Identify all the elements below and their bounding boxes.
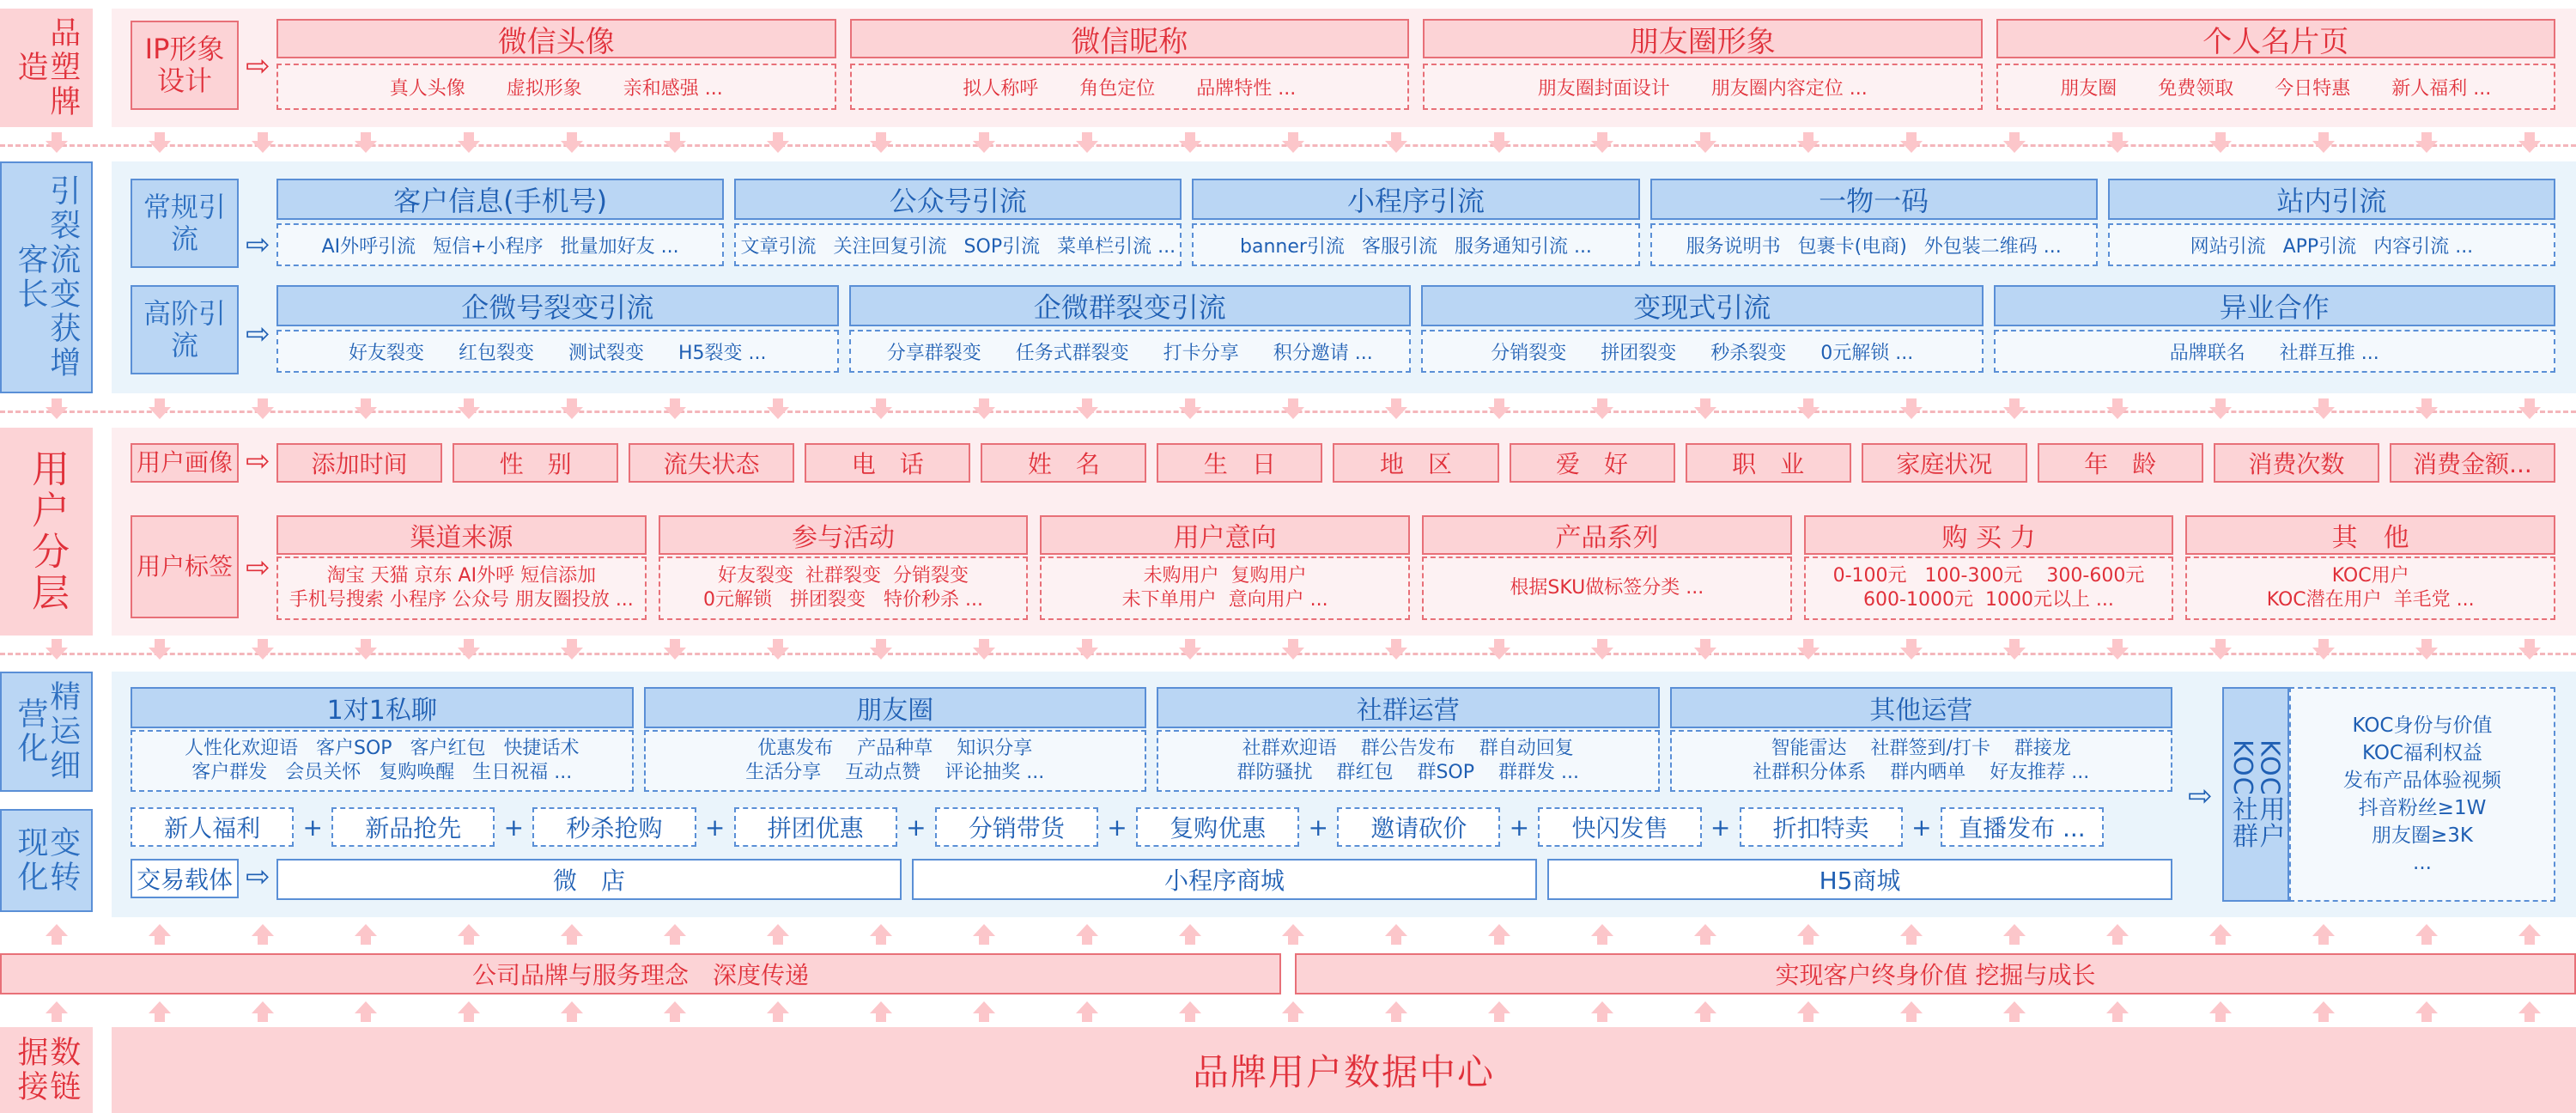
arrow-down-icon: [1694, 398, 1716, 421]
koc-title-box: [2222, 687, 2289, 902]
arrow-down-icon: [2209, 132, 2232, 155]
arrow-down-icon: [2415, 639, 2438, 661]
arrow-down-icon: [2312, 398, 2335, 421]
arrow-down-icon: [2209, 398, 2232, 421]
arrow-up-icon: [1282, 1001, 1304, 1024]
group-item: 批量加好友 ...: [560, 235, 679, 258]
group-header: 异业合作: [1994, 285, 2556, 326]
ip-design-label: IP形象设计: [131, 21, 239, 110]
arrow-up-icon: [664, 924, 686, 946]
arrow-down-icon: [1900, 132, 1923, 155]
persona-item: 家庭状况: [1862, 443, 2027, 483]
trade-item: 微 店: [276, 859, 902, 900]
group-items: [2108, 223, 2555, 266]
arrow-down-icon: [561, 132, 583, 155]
tag-group-header: 产品系列: [1422, 515, 1792, 555]
tag-group-header: 用户意向: [1040, 515, 1410, 555]
group-items: [276, 223, 724, 266]
group-item: 品牌联名: [2169, 342, 2245, 364]
tag-group-items: [276, 556, 647, 620]
group-items: [850, 64, 1410, 110]
tag-line: 根据SKU做标签分类 ...: [1510, 577, 1704, 599]
arrow-down-icon: [2415, 398, 2438, 421]
promo-item: 拼团优惠: [734, 807, 897, 847]
plus-icon: +: [1911, 812, 1932, 842]
arrow-right-icon: ⇨: [246, 860, 270, 894]
arrow-down-icon: [2003, 639, 2026, 661]
arrow-down-icon: [1488, 132, 1510, 155]
arrow-down-icon: [252, 132, 274, 155]
persona-item: 地 区: [1333, 443, 1498, 483]
arrow-down-icon: [1076, 132, 1098, 155]
section-data-label: 数链据接: [0, 1027, 93, 1113]
arrow-down-icon: [1488, 398, 1510, 421]
ops-line: 人性化欢迎语 客户SOP 客户红包 快捷话术: [185, 738, 580, 759]
tag-group-items: [2185, 556, 2555, 620]
arrow-down-icon: [2312, 132, 2335, 155]
tag-group-header: 参与活动: [659, 515, 1029, 555]
arrow-up-icon: [458, 924, 480, 946]
group-items: [1192, 223, 1639, 266]
arrow-down-icon: [1179, 132, 1201, 155]
group-header: 微信昵称: [850, 19, 1410, 58]
arrow-down-icon: [1797, 132, 1820, 155]
tag-group-items: [1422, 556, 1792, 620]
arrow-down-icon: [973, 398, 995, 421]
promo-item: 直播发布 ...: [1941, 807, 2104, 847]
arrow-down-icon: [1282, 639, 1304, 661]
arrow-up-icon: [1797, 924, 1820, 946]
arrow-up-icon: [1694, 1001, 1716, 1024]
trade-item: 小程序商城: [912, 859, 1537, 900]
group-item: 好友裂变: [348, 342, 424, 364]
persona-item: 生 日: [1157, 443, 1322, 483]
group-item: 关注回复引流: [833, 235, 947, 258]
arrow-down-icon: [1797, 398, 1820, 421]
ops-group-header: 朋友圈: [644, 687, 1147, 728]
arrow-down-icon: [767, 639, 789, 661]
arrow-up-icon: [1385, 924, 1407, 946]
group-item: 秒杀裂变: [1710, 342, 1787, 364]
arrow-down-icon: [2106, 132, 2129, 155]
section-layer-label: 用户分层: [0, 428, 93, 636]
group-item: 分享群裂变: [886, 342, 981, 364]
plus-icon: +: [1710, 812, 1731, 842]
arrow-right-icon: ⇨: [2188, 779, 2213, 813]
arrow-down-icon: [1385, 398, 1407, 421]
tag-line: 未购用户 复购用户: [1143, 565, 1307, 587]
tag-group-items: [1804, 556, 2174, 620]
group-item: banner引流: [1240, 235, 1345, 258]
group-header: 朋友圈形象: [1423, 19, 1983, 58]
group-item: 社群互推 ...: [2279, 342, 2379, 364]
arrow-down-icon: [2106, 639, 2129, 661]
arrow-down-icon: [1591, 132, 1613, 155]
group-items: [276, 64, 836, 110]
persona-item: 职 业: [1686, 443, 1851, 483]
group-item: 品牌特性 ...: [1196, 77, 1297, 100]
arrow-down-icon: [2003, 398, 2026, 421]
arrow-up-icon: [767, 1001, 789, 1024]
persona-item: 爱 好: [1510, 443, 1675, 483]
koc-line: KOC身份与价值: [2352, 715, 2493, 737]
arrow-up-icon: [2003, 1001, 2026, 1024]
group-header: 小程序引流: [1192, 179, 1639, 220]
arrow-down-icon: [1591, 398, 1613, 421]
arrow-down-icon: [149, 398, 171, 421]
persona-item: 消费次数: [2214, 443, 2379, 483]
arrow-up-icon: [664, 1001, 686, 1024]
arrow-up-icon: [1385, 1001, 1407, 1024]
arrow-right-icon: ⇨: [246, 444, 270, 478]
arrow-up-icon: [973, 924, 995, 946]
arrow-down-icon: [1694, 132, 1716, 155]
regular-traffic-label: 常规引流: [131, 179, 239, 268]
group-item: 菜单栏引流 ...: [1057, 235, 1176, 258]
arrow-down-icon: [1179, 639, 1201, 661]
arrow-down-icon: [664, 639, 686, 661]
group-item: 朋友圈封面设计: [1537, 77, 1670, 100]
arrow-down-icon: [355, 132, 377, 155]
group-items: [276, 330, 839, 373]
arrow-down-icon: [2003, 132, 2026, 155]
tag-line: 600-1000元 1000元以上 ...: [1863, 589, 2114, 611]
arrow-right-icon: ⇨: [246, 49, 270, 83]
arrow-up-icon: [1076, 924, 1098, 946]
arrow-down-icon: [1591, 639, 1613, 661]
group-header: 一物一码: [1650, 179, 2098, 220]
group-header: 变现式引流: [1421, 285, 1984, 326]
arrow-down-icon: [1900, 639, 1923, 661]
arrow-up-icon: [1694, 924, 1716, 946]
arrow-up-icon: [2518, 924, 2541, 946]
koc-line: 发布产品体验视频: [2343, 769, 2501, 792]
arrow-down-icon: [2415, 132, 2438, 155]
group-item: 分销裂变: [1491, 342, 1567, 364]
plus-icon: +: [704, 812, 726, 842]
trade-carrier-label: 交易载体: [131, 859, 239, 898]
persona-item: 电 话: [805, 443, 970, 483]
tag-line: 好友裂变 社群裂变 分销裂变: [717, 565, 969, 587]
arrow-down-icon: [355, 639, 377, 661]
arrow-up-icon: [2312, 924, 2335, 946]
arrow-up-icon: [46, 924, 68, 946]
ops-line: 生活分享 互动点赞 评论抽奖 ...: [745, 762, 1045, 783]
group-items: [849, 330, 1412, 373]
group-item: AI外呼引流: [321, 235, 416, 258]
group-item: 拟人称呼: [963, 77, 1039, 100]
arrow-down-icon: [458, 132, 480, 155]
plus-icon: +: [1509, 812, 1530, 842]
section-brand-label: 品塑牌造: [0, 9, 93, 127]
persona-item: 姓 名: [981, 443, 1146, 483]
bottom-banner-left: 公司品牌与服务理念 深度传递: [0, 953, 1281, 994]
group-item: 真人头像: [389, 77, 465, 100]
arrow-up-icon: [458, 1001, 480, 1024]
tag-group-header: 购 买 力: [1804, 515, 2174, 555]
group-item: 免费领取: [2158, 77, 2234, 100]
arrow-right-icon: ⇨: [246, 317, 270, 351]
arrow-down-icon: [149, 639, 171, 661]
promo-item: 秒杀抢购: [532, 807, 696, 847]
arrow-right-icon: ⇨: [246, 550, 270, 585]
persona-item: 性 别: [453, 443, 618, 483]
group-item: 服务说明书: [1686, 235, 1781, 258]
group-header: 企微群裂变引流: [849, 285, 1412, 326]
arrow-up-icon: [1488, 924, 1510, 946]
arrow-down-icon: [561, 398, 583, 421]
arrow-up-icon: [46, 1001, 68, 1024]
persona-item: 添加时间: [276, 443, 442, 483]
koc-detail-box: [2289, 687, 2555, 902]
group-header: 个人名片页: [1996, 19, 2556, 58]
arrow-up-icon: [2312, 1001, 2335, 1024]
promo-item: 复购优惠: [1136, 807, 1299, 847]
arrow-down-icon: [1076, 398, 1098, 421]
tag-line: 0-100元 100-300元 300-600元: [1832, 565, 2145, 587]
arrow-down-icon: [1282, 398, 1304, 421]
arrow-up-icon: [2106, 924, 2129, 946]
arrow-up-icon: [252, 924, 274, 946]
group-item: 内容引流 ...: [2373, 235, 2474, 258]
group-item: 朋友圈: [2060, 77, 2117, 100]
persona-item: 年 龄: [2038, 443, 2203, 483]
arrow-down-icon: [870, 132, 892, 155]
arrow-down-icon: [1488, 639, 1510, 661]
arrow-down-icon: [1179, 398, 1201, 421]
ops-group-header: 其他运营: [1670, 687, 2173, 728]
group-item: 今日特惠: [2275, 77, 2351, 100]
trade-item: H5商城: [1547, 859, 2172, 900]
arrow-down-icon: [2518, 639, 2541, 661]
group-item: 拼团裂变: [1601, 342, 1677, 364]
plus-icon: +: [503, 812, 525, 842]
tag-line: 淘宝 天猫 京东 AI外呼 短信添加: [326, 565, 597, 587]
group-header: 客户信息(手机号): [276, 179, 724, 220]
arrow-right-icon: ⇨: [246, 228, 270, 262]
group-items: [1423, 64, 1983, 110]
tag-group-header: 其 他: [2185, 515, 2555, 555]
tag-line: 未下单用户 意向用户 ...: [1121, 589, 1328, 611]
arrow-down-icon: [355, 398, 377, 421]
arrow-down-icon: [252, 398, 274, 421]
arrow-down-icon: [1900, 398, 1923, 421]
group-header: 站内引流: [2108, 179, 2555, 220]
group-item: 服务通知引流 ...: [1454, 235, 1592, 258]
group-item: 亲和感强 ...: [623, 77, 723, 100]
arrow-up-icon: [1900, 924, 1923, 946]
arrow-up-icon: [355, 1001, 377, 1024]
group-items: [1994, 330, 2556, 373]
arrow-up-icon: [2106, 1001, 2129, 1024]
arrow-up-icon: [2415, 1001, 2438, 1024]
ops-line: 智能雷达 社群签到/打卡 群接龙: [1771, 738, 2071, 759]
bottom-banner-right: 实现客户终身价值 挖掘与成长: [1295, 953, 2576, 994]
arrow-down-icon: [46, 639, 68, 661]
arrow-up-icon: [355, 924, 377, 946]
arrow-down-icon: [1797, 639, 1820, 661]
plus-icon: +: [906, 812, 927, 842]
arrow-down-icon: [1694, 639, 1716, 661]
promo-item: 新人福利: [131, 807, 294, 847]
group-item: 虚拟形象: [506, 77, 582, 100]
arrow-up-icon: [1900, 1001, 1923, 1024]
ops-line: 群防骚扰 群红包 群SOP 群群发 ...: [1236, 762, 1579, 783]
arrow-down-icon: [1282, 132, 1304, 155]
ops-group-items: [1157, 730, 1660, 792]
group-item: 打卡分享: [1163, 342, 1239, 364]
group-item: 包裹卡(电商): [1797, 235, 1907, 258]
plus-icon: +: [302, 812, 323, 842]
group-item: 0元解锁 ...: [1820, 342, 1914, 364]
group-item: SOP引流: [963, 235, 1041, 258]
arrow-up-icon: [2415, 924, 2438, 946]
arrow-down-icon: [458, 639, 480, 661]
arrow-up-icon: [561, 1001, 583, 1024]
arrow-down-icon: [2209, 639, 2232, 661]
arrow-down-icon: [2518, 398, 2541, 421]
arrow-up-icon: [767, 924, 789, 946]
group-item: 红包裂变: [458, 342, 534, 364]
arrow-up-icon: [870, 924, 892, 946]
promo-item: 邀请砍价: [1337, 807, 1500, 847]
arrow-up-icon: [1591, 1001, 1613, 1024]
arrow-down-icon: [46, 132, 68, 155]
arrow-up-icon: [252, 1001, 274, 1024]
arrow-down-icon: [973, 132, 995, 155]
arrow-up-icon: [2003, 924, 2026, 946]
ops-line: 社群欢迎语 群公告发布 群自动回复: [1242, 738, 1574, 759]
tag-line: 0元解锁 拼团裂变 特价秒杀 ...: [703, 589, 983, 611]
group-header: 企微号裂变引流: [276, 285, 839, 326]
arrow-up-icon: [2209, 924, 2232, 946]
arrow-up-icon: [1282, 924, 1304, 946]
arrow-down-icon: [664, 132, 686, 155]
arrow-down-icon: [1076, 639, 1098, 661]
ops-group-items: [1670, 730, 2173, 792]
group-item: 任务式群裂变: [1015, 342, 1129, 364]
arrow-down-icon: [870, 398, 892, 421]
promo-item: 快闪发售: [1538, 807, 1701, 847]
ops-line: 社群积分体系 群内晒单 好友推荐 ...: [1753, 762, 2090, 783]
arrow-up-icon: [2209, 1001, 2232, 1024]
arrow-up-icon: [1179, 1001, 1201, 1024]
arrow-up-icon: [1591, 924, 1613, 946]
data-center-bar: 品牌用户数据中心: [112, 1027, 2576, 1113]
arrow-down-icon: [767, 132, 789, 155]
group-item: 短信+小程序: [433, 235, 544, 258]
koc-line: 抖音粉丝≥1W: [2358, 797, 2487, 819]
group-items: [1421, 330, 1984, 373]
group-item: APP引流: [2282, 235, 2357, 258]
group-item: 朋友圈内容定位 ...: [1710, 77, 1868, 100]
group-item: 新人福利 ...: [2391, 77, 2492, 100]
arrow-up-icon: [149, 1001, 171, 1024]
koc-line: KOC福利权益: [2362, 742, 2482, 764]
arrow-down-icon: [458, 398, 480, 421]
tag-line: KOC用户: [2331, 565, 2409, 587]
arrow-down-icon: [2518, 132, 2541, 155]
arrow-up-icon: [870, 1001, 892, 1024]
group-items: [1650, 223, 2098, 266]
ops-line: 客户群发 会员关怀 复购唤醒 生日祝福 ...: [191, 762, 573, 783]
tags-label: 用户标签: [131, 515, 239, 618]
arrow-up-icon: [1179, 924, 1201, 946]
group-item: 网站引流: [2190, 235, 2266, 258]
section-ops-label: 精运细营化: [0, 672, 93, 792]
persona-label: 用户画像: [131, 443, 239, 483]
group-item: 客服引流: [1361, 235, 1437, 258]
group-items: [1996, 64, 2556, 110]
ops-group-header: 1对1私聊: [131, 687, 634, 728]
promo-item: 新品抢先: [331, 807, 495, 847]
promo-item: 分销带货: [935, 807, 1098, 847]
plus-icon: +: [1107, 812, 1127, 842]
plus-icon: +: [1308, 812, 1328, 842]
group-item: 测试裂变: [568, 342, 645, 364]
arrow-down-icon: [46, 398, 68, 421]
section-traffic-label: 引裂流变获增客长: [0, 161, 93, 393]
tag-group-header: 渠道来源: [276, 515, 647, 555]
arrow-up-icon: [973, 1001, 995, 1024]
arrow-down-icon: [870, 639, 892, 661]
arrow-up-icon: [561, 924, 583, 946]
tag-group-items: [659, 556, 1029, 620]
arrow-down-icon: [149, 132, 171, 155]
arrow-down-icon: [2312, 639, 2335, 661]
group-items: [734, 223, 1182, 266]
arrow-up-icon: [1076, 1001, 1098, 1024]
persona-item: 消费金额...: [2390, 443, 2555, 483]
persona-item: 流失状态: [629, 443, 794, 483]
arrow-down-icon: [664, 398, 686, 421]
arrow-down-icon: [2106, 398, 2129, 421]
ops-group-items: [644, 730, 1147, 792]
arrow-up-icon: [1797, 1001, 1820, 1024]
arrow-up-icon: [149, 924, 171, 946]
group-item: 外包装二维码 ...: [1923, 235, 2062, 258]
ops-group-header: 社群运营: [1157, 687, 1660, 728]
advanced-traffic-label: 高阶引流: [131, 285, 239, 374]
arrow-down-icon: [973, 639, 995, 661]
tag-line: KOC潜在用户 羊毛党 ...: [2266, 589, 2475, 611]
group-item: 文章引流: [740, 235, 817, 258]
group-header: 微信头像: [276, 19, 836, 58]
arrow-down-icon: [1385, 639, 1407, 661]
promo-item: 折扣特卖: [1740, 807, 1903, 847]
koc-group-title: KOC社群: [2227, 739, 2257, 849]
tag-line: 手机号搜索 小程序 公众号 朋友圈投放 ...: [289, 589, 634, 611]
arrow-down-icon: [767, 398, 789, 421]
arrow-up-icon: [2518, 1001, 2541, 1024]
group-item: 积分邀请 ...: [1273, 342, 1373, 364]
koc-user-title: KOC用户: [2254, 739, 2285, 849]
ops-line: 优惠发布 产品种草 知识分享: [757, 738, 1033, 759]
arrow-down-icon: [1385, 132, 1407, 155]
koc-line: ...: [2413, 852, 2432, 874]
arrow-up-icon: [1488, 1001, 1510, 1024]
group-header: 公众号引流: [734, 179, 1182, 220]
koc-line: 朋友圈≥3K: [2372, 824, 2473, 847]
group-item: 角色定位: [1079, 77, 1156, 100]
ops-group-items: [131, 730, 634, 792]
tag-group-items: [1040, 556, 1410, 620]
section-conv-label: 变转现化: [0, 809, 93, 912]
arrow-down-icon: [252, 639, 274, 661]
arrow-down-icon: [561, 639, 583, 661]
group-item: H5裂变 ...: [678, 342, 767, 364]
